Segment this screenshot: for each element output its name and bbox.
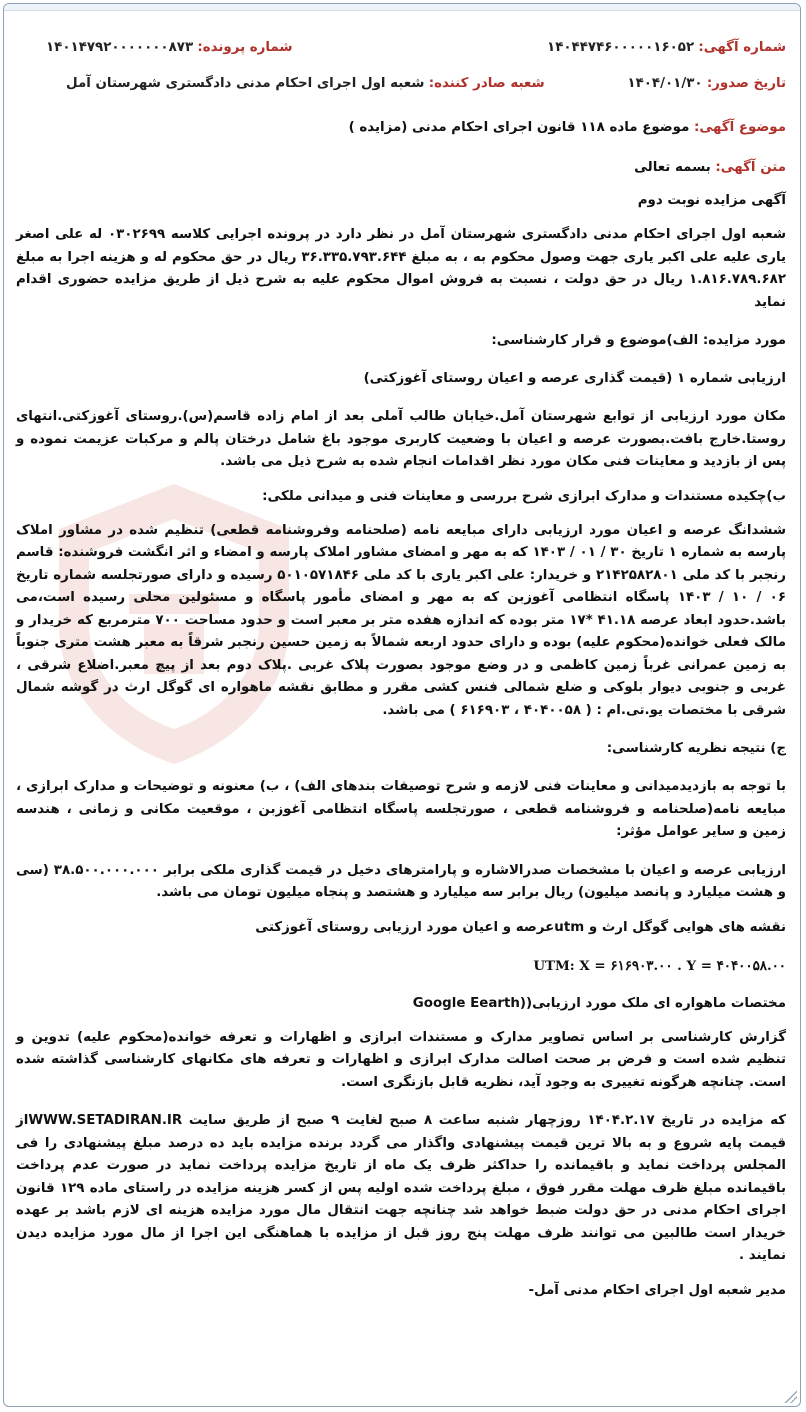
case-number	[46, 34, 293, 62]
auction-paragraph: که مزایده در تاریخ ۱۴۰۴.۲.۱۷ روزچهار شنبه ساعت ۸ صبح لغایت ۹ صبح از طریق سایت WWW.SETADIRAN.IRاز قیمت پایه شروع و به بالا ترین قیمت پیشنهادی واگذار می گردد برنده مزایده باید ده درصد مبلغ پیشنهادی را فی المجلس پرداخت نماید و باقیمانده را حداکثر ظرف یک ماه از تاریخ مزایده پرداخت نماید در صورت عدم پرداخت باقیمانده مبلغ ظرف مهلت مقرر فوق ، مبلغ پرداخت شده اولیه پس از کسر هزینه مزایده در راستای ماده ۱۲۹ قانون اجرای احکام مدنی در حق دولت ضبط خواهد شد چنانچه جهت انتقال مال مورد مزایده هزینه ای لازم باشد بر عهده خریدار است طالبین می توانند ظرف مهلت پنج روز قبل از مزایده با هماهنگی این اجرا از مال مورد مزایده دیدن نمایند .	[16, 1113, 786, 1263]
issue-date-label: تاریخ صدور:	[706, 76, 786, 91]
issuer-value: شعبه اول اجرای احکام مدنی دادگستری شهرستان آمل	[66, 76, 425, 91]
map-title: نقشه های هوایی گوگل ارث و utmعرصه و اعیان مورد ارزیابی روستای آغوزکتی	[255, 919, 786, 935]
section-c-title: ج) نتیجه نظریه کارشناسی:	[606, 741, 786, 756]
report-paragraph: گزارش کارشناسی بر اساس تصاویر مدارک و مستندات ابرازی و اظهارات و تعرفه خوانده(محکوم علیه) تدوین و تنظیم شده است و فرض بر صحت اصالت مدارک ابرازی و اظهارات و تعرفه های مکانهای کارشناسی گذاشته شده است. چنانچه هرگونه تغییری به وجود آید، نظریه قابل بازنگری است.	[16, 1029, 786, 1090]
satellite-coordinates-title: مختصات ماهواره ای ملک مورد ارزیابی((Google Eearth	[412, 995, 786, 1011]
notice-number-value: ۱۴۰۴۴۷۴۶۰۰۰۰۰۱۶۰۵۲	[547, 40, 695, 55]
section-a-title: مورد مزایده: الف)موضوع و قرار کارشناسی:	[491, 333, 786, 348]
resize-grip-icon[interactable]	[783, 1389, 797, 1403]
notice-frame	[3, 3, 801, 1407]
issuer-label: شعبه صادر کننده:	[428, 76, 545, 91]
subject-label: موضوع آگهی:	[694, 120, 786, 135]
section-b-paragraph: ششدانگ عرصه و اعیان مورد ارزیابی دارای مبایعه نامه (صلحنامه وفروشنامه قطعی) تنظیم شده در مشاور املاک پارسه به شماره ۱ تاریخ ۳۰ / ۰۱ / ۱۴۰۳ که به مهر و امضای مشاور املاک پارسه و امضاء و اثر انگشت فروشنده: قاسم رنجبر با کد ملی ۲۱۴۲۵۸۲۸۰۱ و خریدار: علی اکبر یاری با کد ملی ۵۰۱۰۵۷۱۸۴۶ رسیده و دارای صورتجلسه شماره تاریخ ۰۶ / ۱۰ / ۱۴۰۳ پاسگاه انتظامی آغوزبن که به مهر و امضای مأمور پاسگاه و مسئولین محلی رسیده است،می باشد.حدود ابعاد عرصه ۴۱.۱۸ *۱۷ متر بوده که اندازه هفده متر بر معبر است و حدود مساحت ۷۰۰ مترمربع که خریدار و مالک فعلی خوانده(محکوم علیه) بوده و دارای حدود اربعه شمالاً به زمین حسین رنجبر شرقاً به معبر هشت متری جنوباً به زمین عمرانی غرباً زمین کاظمی و در وضع موجود بصورت پلاک غربی .پلاک دوم بعد از پیچ معبر.اضلاع شرقی ، غربی و جنوبی دیوار بلوکی و ضلع شمالی فنس کشی مقرر و مطابق نقشه ماهواره ای گوگل ارث در گوشه شمال شرقی با مختصات یو.تی.ام : ( ۴۰۴۰۰۵۸ ، ۶۱۶۹۰۳ ) می باشد.	[16, 522, 787, 718]
body-label: متن آگهی:	[715, 160, 786, 175]
body-label-row	[16, 154, 786, 182]
signature: مدیر شعبه اول اجرای احکام مدنی آمل-	[528, 1282, 786, 1298]
section-b-title: ب)چکیده مستندات و مدارک ابرازی شرح بررسی و معاینات فنی و میدانی ملکی:	[262, 488, 786, 504]
case-number-value: ۱۴۰۱۴۷۹۲۰۰۰۰۰۰۰۸۷۳	[46, 40, 194, 55]
notice-number	[547, 34, 786, 62]
issue-date-value: ۱۴۰۴/۰۱/۳۰	[627, 76, 703, 91]
case-number-label: شماره پرونده:	[197, 40, 293, 55]
section-c-paragraph-2: ارزیابی عرصه و اعیان با مشخصات صدرالاشاره و پارامترهای دخیل در قیمت گذاری ملکی برابر ۳۸.۵۰۰.۰۰۰.۰۰۰ (سی و هشت میلیارد و پانصد میلیون) ریال برابر سه میلیارد و هشتصد و پنجاه میلیون تومان می باشد.	[16, 862, 786, 900]
header-row-1	[16, 34, 786, 62]
subject-row	[16, 114, 786, 142]
body-label-value: بسمه تعالی	[634, 160, 711, 175]
header-row-2	[16, 70, 786, 98]
appraisal-title: ارزیابی شماره ۱ (قیمت گذاری عرصه و اعیان روستای آغوزکتی)	[363, 371, 786, 386]
location-paragraph: مکان مورد ارزیابی از توابع شهرستان آمل.خیابان طالب آملی بعد از امام زاده قاسم(س).روستای آغوزکتی.انتهای روستا.خارج بافت.بصورت عرصه و اعیان با وضعیت کاربری موجود باغ شامل درختان پالم و مرکبات عزیمت نموده و پس از بازدید و معاینات فنی مکان مورد نظر اقدامات انجام شده به شرح ذیل می باشد.	[16, 409, 786, 469]
notice-title: آگهی مزایده نوبت دوم	[637, 193, 786, 208]
notice-number-label: شماره آگهی:	[698, 40, 786, 55]
utm-coordinates: UTM: X = ۶۱۶۹۰۳.۰۰ . Y = ۴۰۴۰۰۵۸.۰۰	[533, 957, 786, 974]
section-c-paragraph-1: با توجه به بازدیدمیدانی و معاینات فنی لازمه و شرح توصیفات بندهای الف) ، ب) معنونه و توضیحات و مدارک ابرازی ، مبایعه نامه(صلحنامه و فروشنامه قطعی ، صورتجلسه پاسگاه انتظامی آغوزبن ، موقعیت مکانی و زمانی ، هندسه زمین و سایر عوامل مؤثر:	[16, 779, 786, 839]
notice-content	[16, 34, 786, 1302]
issue-date	[627, 70, 786, 98]
subject-value: موضوع ماده ۱۱۸ قانون اجرای احکام مدنی (مزایده )	[348, 120, 690, 135]
issuer	[66, 70, 545, 98]
window-top-bar	[4, 4, 800, 11]
intro-paragraph: شعبه اول اجرای احکام مدنی دادگستری شهرستان آمل در نظر دارد در پرونده اجرایی کلاسه ۰۳۰۲۶۹۹ له علی اصغر یاری علیه علی اکبر یاری جهت وصول محکوم به ، به مبلغ ۳۶.۳۳۵.۷۹۳.۶۴۴ ریال در حق محکوم له و هزینه اجرا به مبلغ ۱.۸۱۶.۷۸۹.۶۸۲ ریال در حق دولت ، نسبت به فروش اموال محکوم علیه به شرح ذیل از طریق مزایده حضوری اقدام نماید	[16, 227, 786, 310]
